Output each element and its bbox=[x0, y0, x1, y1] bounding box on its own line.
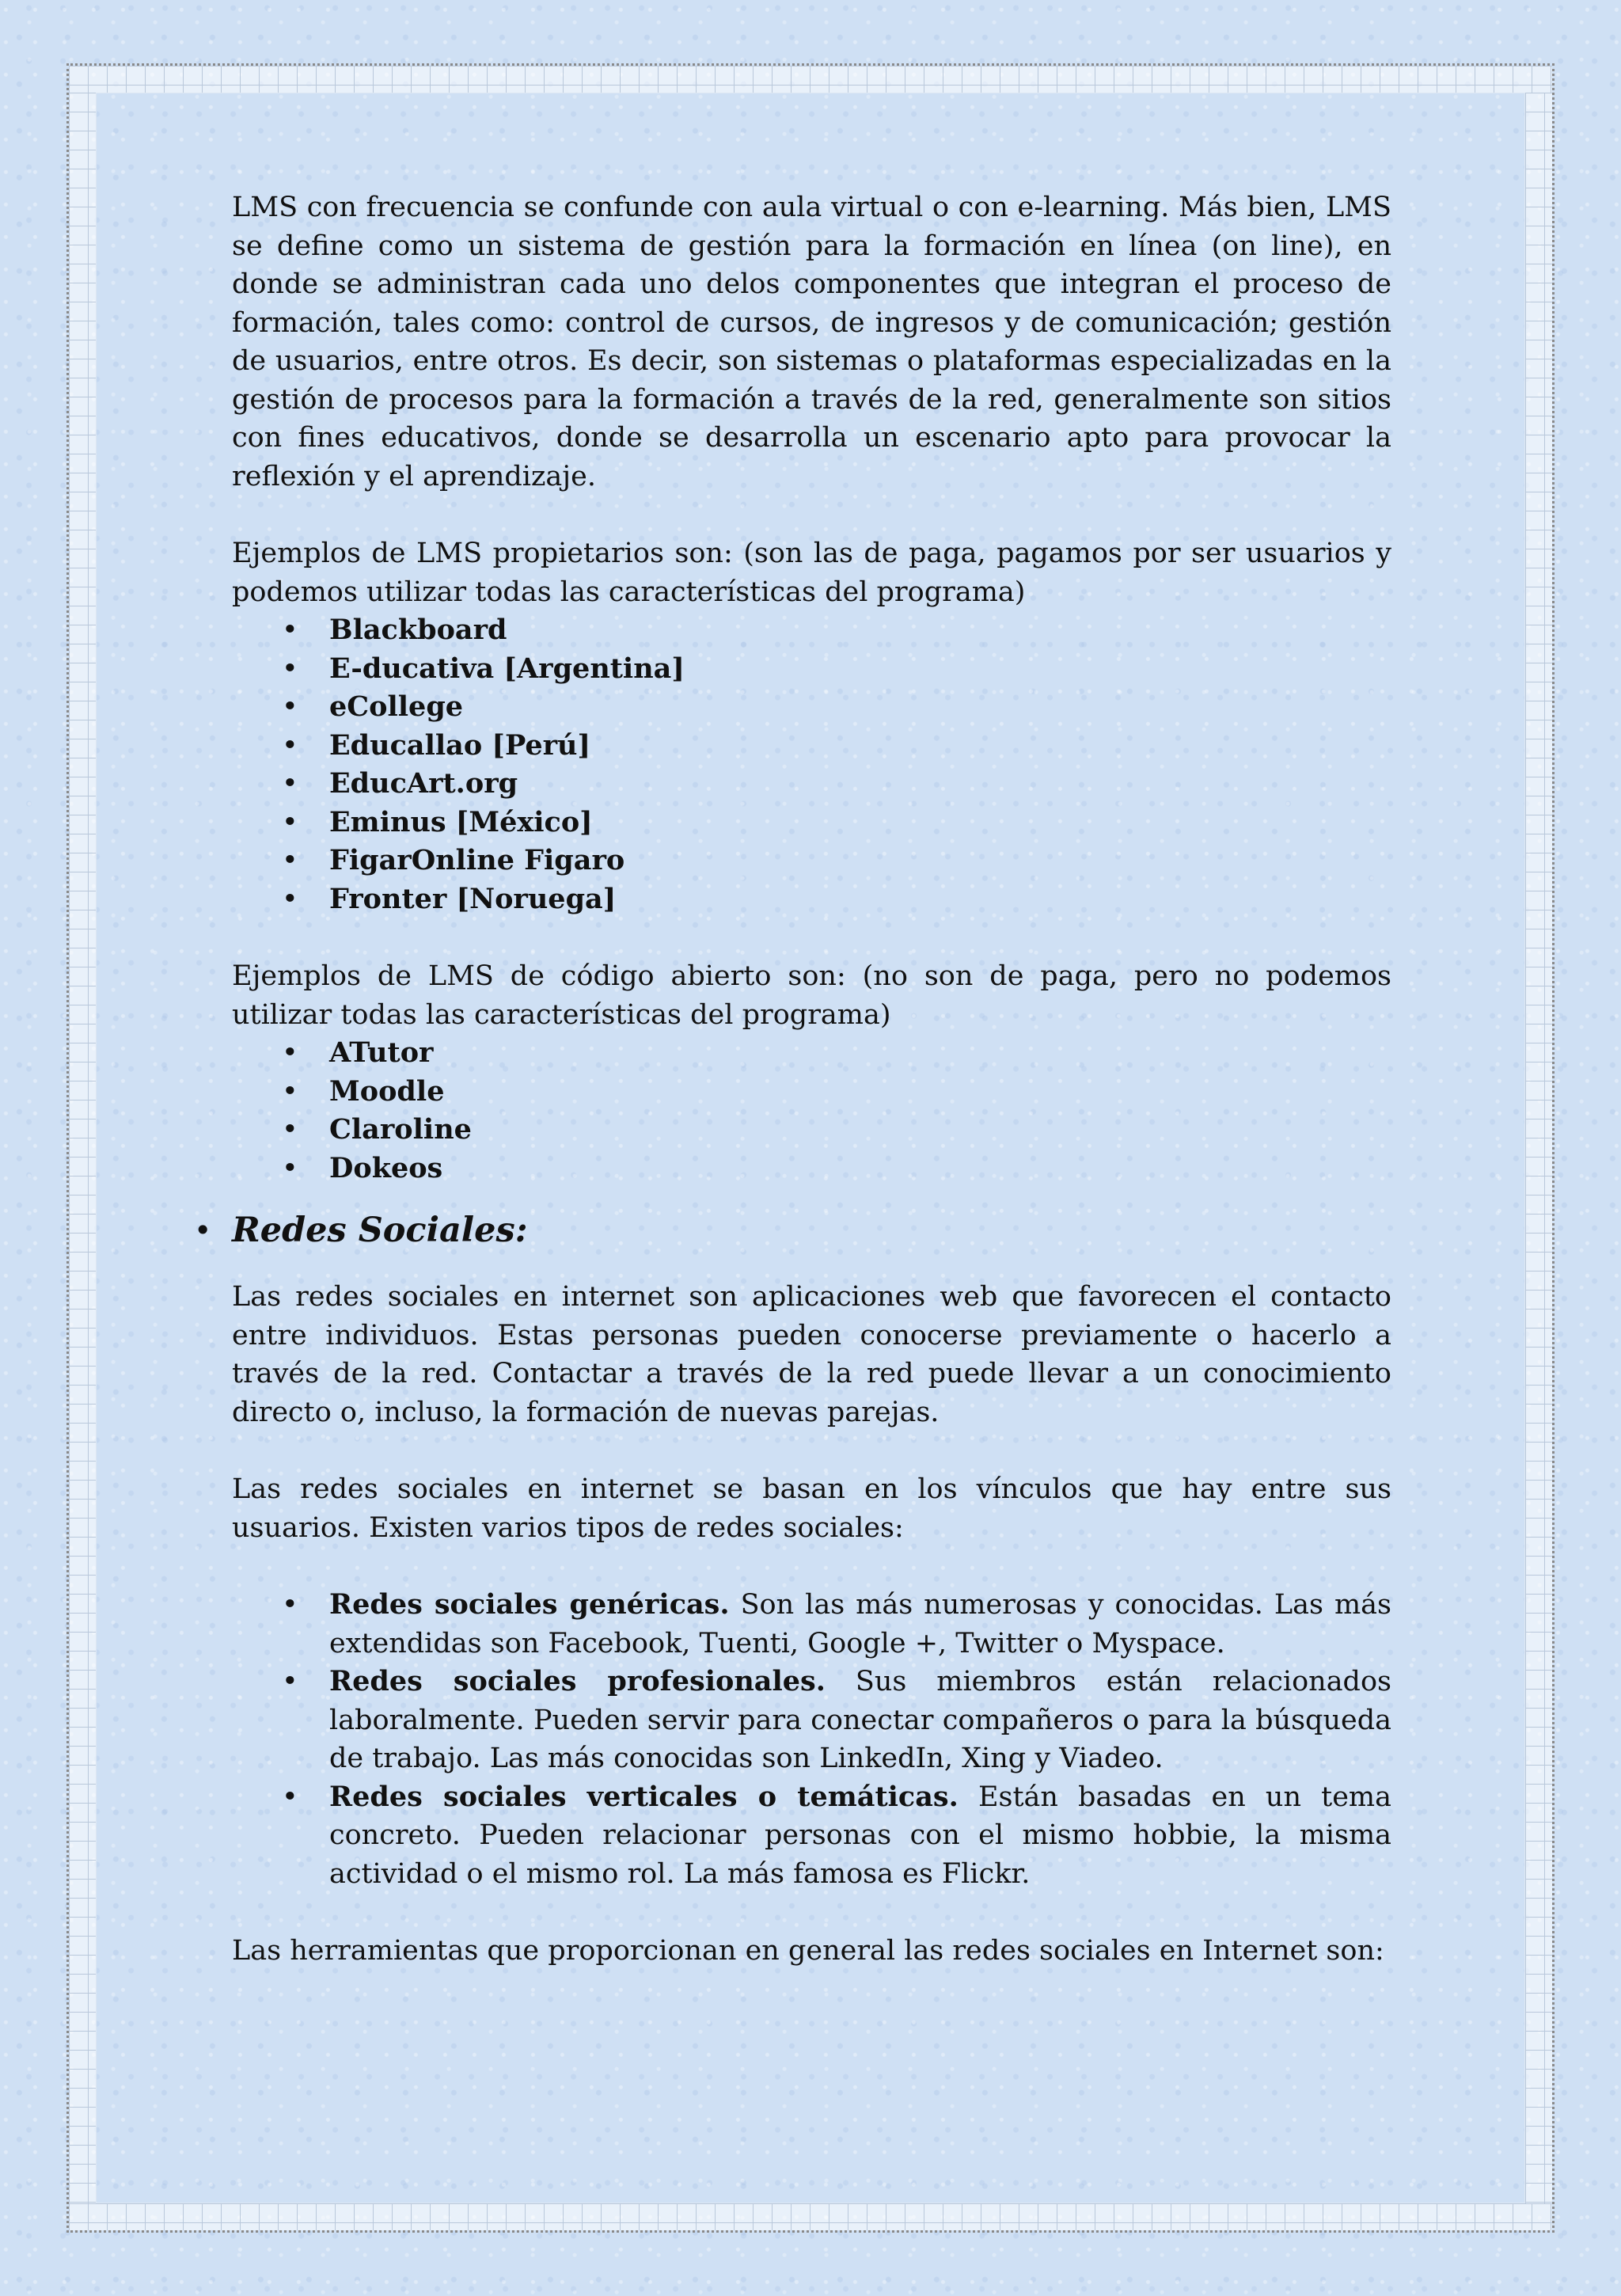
list-item: • FigarOnline Figaro bbox=[329, 842, 1391, 880]
list-item: • Claroline bbox=[329, 1111, 1391, 1150]
document-body bbox=[232, 188, 1391, 1971]
lms-proprietary-intro: Ejemplos de LMS propietarios son: (son las de paga, pagamos por ser usuarios y podemos utilizar todas las características del programa) bbox=[232, 538, 1391, 608]
list-item: • Blackboard bbox=[329, 611, 1391, 650]
list-item: • Educallao [Perú] bbox=[329, 727, 1391, 766]
redes-paragraph-2: Las redes sociales en internet se basan en los vínculos que hay entre sus usuarios. Existen varios tipos de redes sociales: bbox=[232, 1473, 1391, 1544]
list-item: • E-ducativa [Argentina] bbox=[329, 650, 1391, 689]
list-item: • eCollege bbox=[329, 688, 1391, 727]
border-grid-bottom bbox=[69, 2203, 1552, 2230]
list-item bbox=[329, 1778, 1391, 1894]
lms-open-source-intro: Ejemplos de LMS de código abierto son: (no son de paga, pero no podemos utilizar todas las características del programa) bbox=[232, 960, 1391, 1031]
list-item bbox=[329, 1663, 1391, 1778]
border-grid-left bbox=[69, 93, 96, 2203]
type-description: Están basadas en un tema concreto. Pueden relacionar personas con el mismo hobbie, la misma actividad o el mismo rol. La más famosa es Flickr. bbox=[329, 1781, 1391, 1890]
list-item: • Moodle bbox=[329, 1073, 1391, 1112]
list-item: • ATutor bbox=[329, 1034, 1391, 1073]
redes-closing-paragraph: Las herramientas que proporcionan en general las redes sociales en Internet son: bbox=[232, 1935, 1384, 1967]
type-title: Redes sociales verticales o temáticas. bbox=[329, 1780, 959, 1813]
list-item: • Dokeos bbox=[329, 1150, 1391, 1188]
type-description: Sus miembros están relacionados laboralmente. Pueden servir para conectar compañeros o para la búsqueda de trabajo. Las más conocidas son LinkedIn, Xing y Viadeo. bbox=[329, 1666, 1391, 1774]
type-title: Redes sociales genéricas. bbox=[329, 1588, 730, 1621]
open-source-lms-list bbox=[329, 1034, 1391, 1188]
lms-intro-paragraph: LMS con frecuencia se confunde con aula virtual o con e-learning. Más bien, LMS se define como un sistema de gestión para la formación en línea (on line), en donde se administran cada uno delos componentes que integran el proceso de formación, tales como: control de cursos, de ingresos y de comunicación; gestión de usuarios, entre otros. Es decir, son sistemas o plataformas especializadas en la gestión de procesos para la formación a través de la red, generalmente son sitios con fines educativos, donde se desarrolla un escenario apto para provocar la reflexión y el aprendizaje. bbox=[232, 192, 1391, 492]
type-description: Son las más numerosas y conocidas. Las más extendidas son Facebook, Tuenti, Google +, Twitter o Myspace. bbox=[329, 1589, 1392, 1659]
list-item bbox=[329, 1586, 1391, 1663]
social-network-types-list bbox=[329, 1586, 1391, 1893]
list-item: • EducArt.org bbox=[329, 765, 1391, 804]
list-item: • Fronter [Noruega] bbox=[329, 880, 1391, 919]
type-title: Redes sociales profesionales. bbox=[329, 1665, 826, 1697]
section-heading-redes-sociales: • Redes Sociales: bbox=[232, 1207, 1391, 1254]
border-grid-top bbox=[69, 66, 1552, 93]
proprietary-lms-list bbox=[329, 611, 1391, 918]
redes-paragraph-1: Las redes sociales en internet son aplicaciones web que favorecen el contacto entre individuos. Estas personas pueden conocerse previamente o hacerlo a través de la red. Contactar a través de la red puede llevar a un conocimiento directo o, incluso, la formación de nuevas parejas. bbox=[232, 1281, 1391, 1428]
list-item: • Eminus [México] bbox=[329, 804, 1391, 842]
border-grid-right bbox=[1525, 93, 1552, 2203]
